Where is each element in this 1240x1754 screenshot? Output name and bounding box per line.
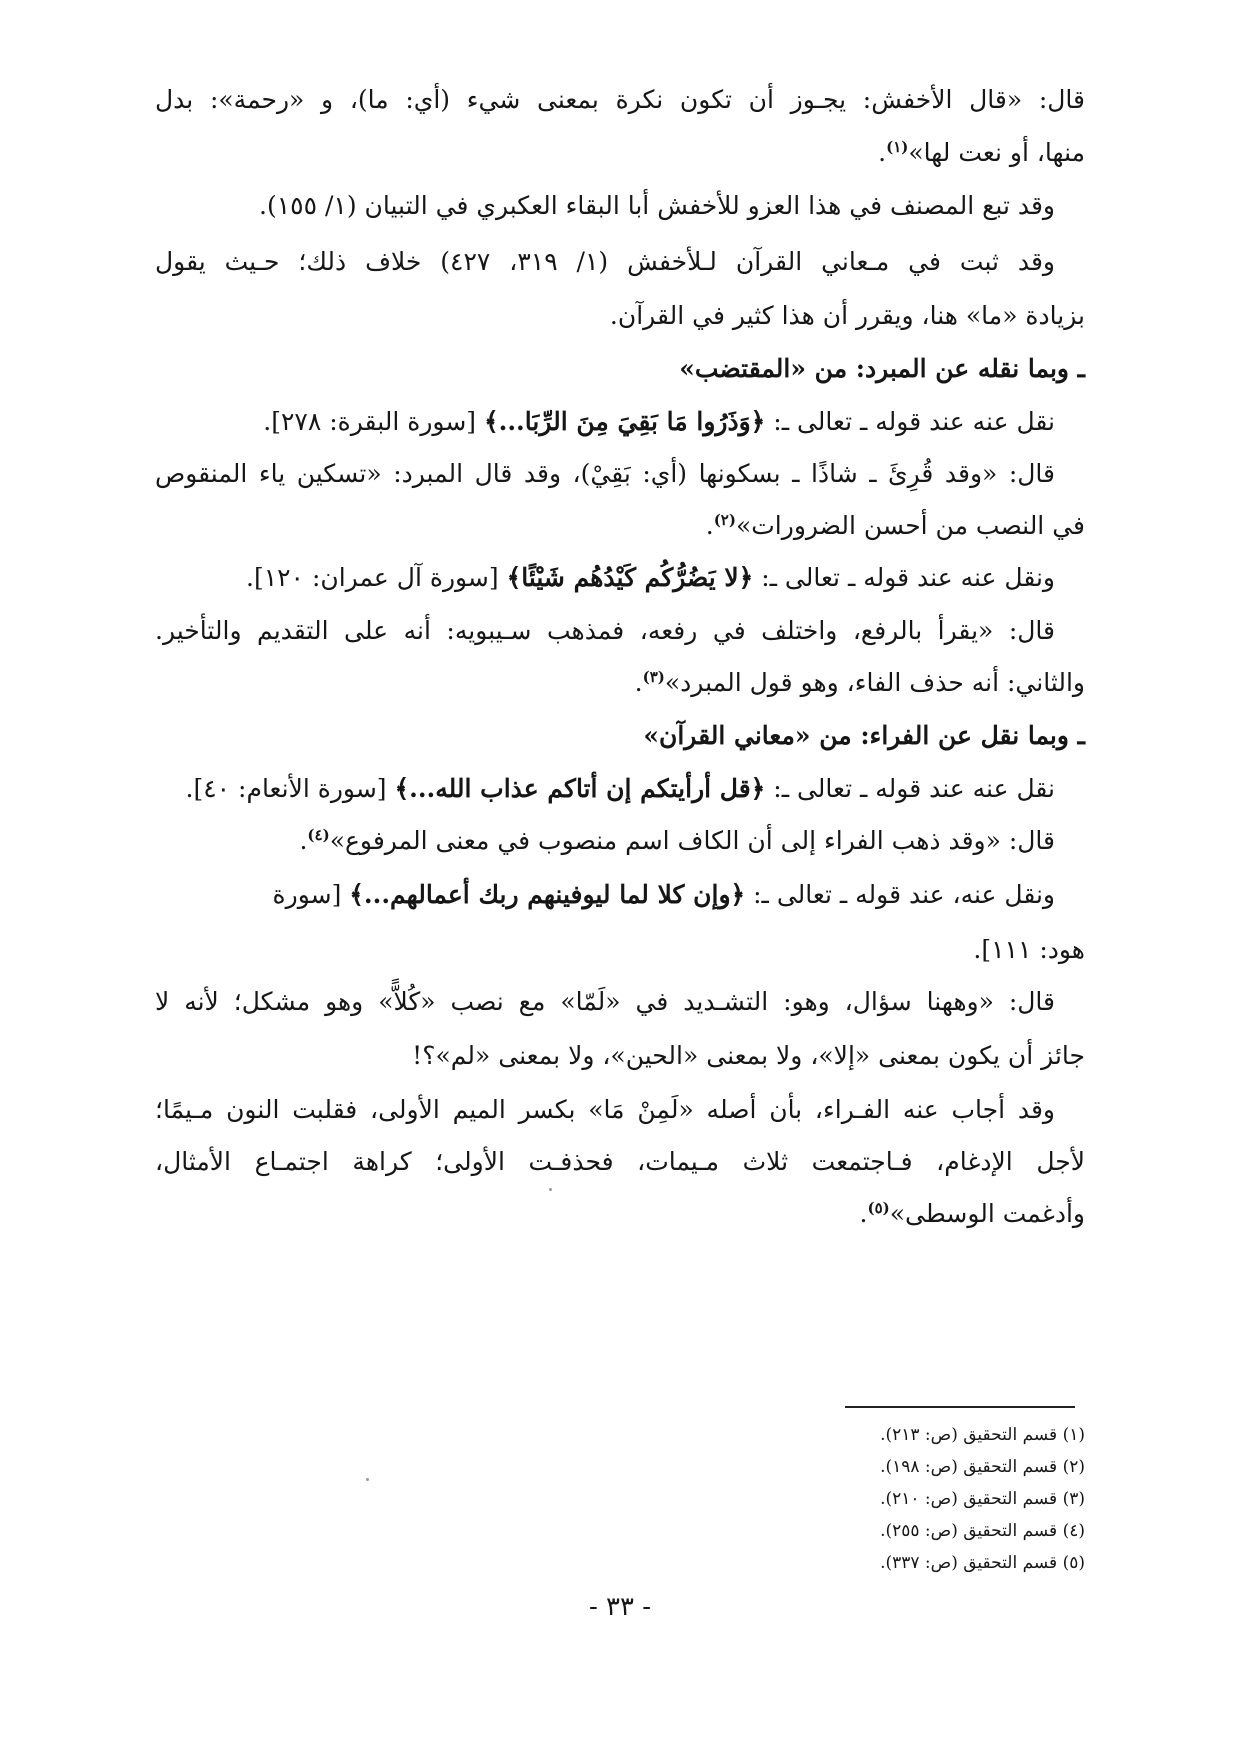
body-line: جائز أن يكون بمعنى «إلا»، ولا بمعنى «الحين»، ولا بمعنى «لم»؟!	[412, 1041, 1085, 1070]
footnote-ref-3: (٣)	[642, 668, 665, 686]
footnote-ref-5: (٥)	[867, 1199, 890, 1217]
surah-reference: [سورة الأنعام: ٤٠].	[185, 774, 395, 803]
footnote: (٥) قسم التحقيق (ص: ٣٣٧).	[880, 1553, 1085, 1573]
body-line	[155, 504, 1085, 548]
body-line: لأجل الإدغام، فـاجتمعت ثلاث مـيمات، فحذفـت الأولى؛ كراهة اجتمـاع الأمثال،	[155, 1147, 1085, 1176]
body-line	[155, 661, 1085, 705]
body-text: وأدغمت الوسطى»	[889, 1199, 1085, 1228]
footnote-ref-1: (١)	[886, 138, 909, 156]
quran-quote: ﴿وإن كلا لما ليوفينهم ربك أعمالهم...﴾	[349, 880, 746, 909]
body-line: هود: ١١١].	[973, 935, 1085, 964]
body-line	[155, 767, 1055, 811]
section-heading: ـ وبما نقله عن المبرد: من «المقتضب»	[679, 354, 1085, 383]
body-line	[155, 1192, 1085, 1236]
body-line: وقد ثبت في مـعاني القرآن لـلأخفش (١/ ٣١٩، ٤٢٧) خلاف ذلك؛ حـيث يقول	[155, 247, 1056, 276]
scan-speck	[549, 1188, 552, 1191]
body-line: وقد أجاب عنه الفـراء، بأن أصله «لَمِنْ مَا» بكسر الميم الأولى، فقلبت النون مـيمًا؛	[155, 1095, 1055, 1124]
quran-quote: ﴿قل أرأيتكم إن أتاكم عذاب الله...﴾	[394, 774, 766, 803]
body-line: وقد تبع المصنف في هذا العزو للأخفش أبا البقاء العكبري في التبيان (١/ ١٥٥).	[259, 191, 1055, 220]
surah-reference: [سورة البقرة: ٢٧٨].	[263, 407, 484, 436]
body-line: قال: «قال الأخفش: يجـوز أن تكون نكرة بمعنى شيء (أي: ما)، و «رحمة»: بدل	[155, 85, 1085, 114]
footnote: (٢) قسم التحقيق (ص: ١٩٨).	[880, 1457, 1085, 1477]
body-text: والثاني: أنه حذف الفاء، وهو قول المبرد»	[664, 668, 1085, 697]
quran-quote: ﴿لا يَضُرُّكُم كَيْدُهُم شَيْئًا﴾	[506, 563, 754, 592]
body-line	[155, 556, 1055, 600]
body-text: .	[299, 826, 308, 855]
surah-reference: [سورة	[272, 880, 350, 909]
body-line: بزيادة «ما» هنا، ويقرر أن هذا كثير في القرآن.	[609, 301, 1085, 330]
body-text: .	[878, 138, 887, 167]
body-line	[155, 131, 1085, 175]
footnote-ref-4: (٤)	[307, 826, 330, 844]
body-text: ونقل عنه عند قوله ـ تعالى ـ:	[753, 563, 1055, 592]
body-text: .	[634, 668, 643, 697]
body-line: قال: «وقد قُرِئَ ـ شاذًا ـ بسكونها (أي: بَقِيْ)، وقد قال المبرد: «تسكين ياء المنقوص	[155, 459, 1055, 488]
body-text: نقل عنه عند قوله ـ تعالى ـ:	[765, 407, 1055, 436]
footnote: (٤) قسم التحقيق (ص: ٢٥٥).	[880, 1521, 1085, 1541]
body-text: .	[705, 511, 714, 540]
footnote-ref-2: (٢)	[713, 511, 736, 529]
footnote: (٣) قسم التحقيق (ص: ٢١٠).	[880, 1489, 1085, 1509]
body-line	[155, 873, 1055, 917]
body-line: قال: «يقرأ بالرفع، واختلف في رفعه، فمذهب سـيبويه: أنه على التقديم والتأخير.	[155, 616, 1055, 645]
body-line: قال: «وههنا سؤال، وهو: التشـديد في «لَمّا» مع نصب «كُلاًّ» وهو مشكل؛ لأنه لا	[155, 987, 1055, 1016]
footnote-separator	[845, 1406, 1075, 1408]
body-text: ونقل عنه، عند قوله ـ تعالى ـ:	[745, 880, 1055, 909]
body-text: منها، أو نعت لها»	[908, 138, 1085, 167]
body-text: .	[859, 1199, 868, 1228]
body-text: نقل عنه عند قوله ـ تعالى ـ:	[765, 774, 1055, 803]
quran-quote: ﴿وَذَرُوا مَا بَقِيَ مِنَ الرِّبَا...﴾	[484, 407, 766, 436]
body-line	[155, 819, 1055, 863]
scan-speck	[366, 1478, 369, 1481]
section-heading: ـ وبما نقل عن الفراء: من «معاني القرآن»	[643, 721, 1085, 750]
body-text: في النصب من أحسن الضرورات»	[735, 511, 1085, 540]
footnote: (١) قسم التحقيق (ص: ٢١٣).	[880, 1425, 1085, 1445]
body-line	[155, 400, 1055, 444]
surah-reference: [سورة آل عمران: ١٢٠].	[246, 563, 507, 592]
page-number: - ٣٣ -	[588, 1592, 652, 1622]
body-text: قال: «وقد ذهب الفراء إلى أن الكاف اسم منصوب في معنى المرفوع»	[329, 826, 1055, 855]
